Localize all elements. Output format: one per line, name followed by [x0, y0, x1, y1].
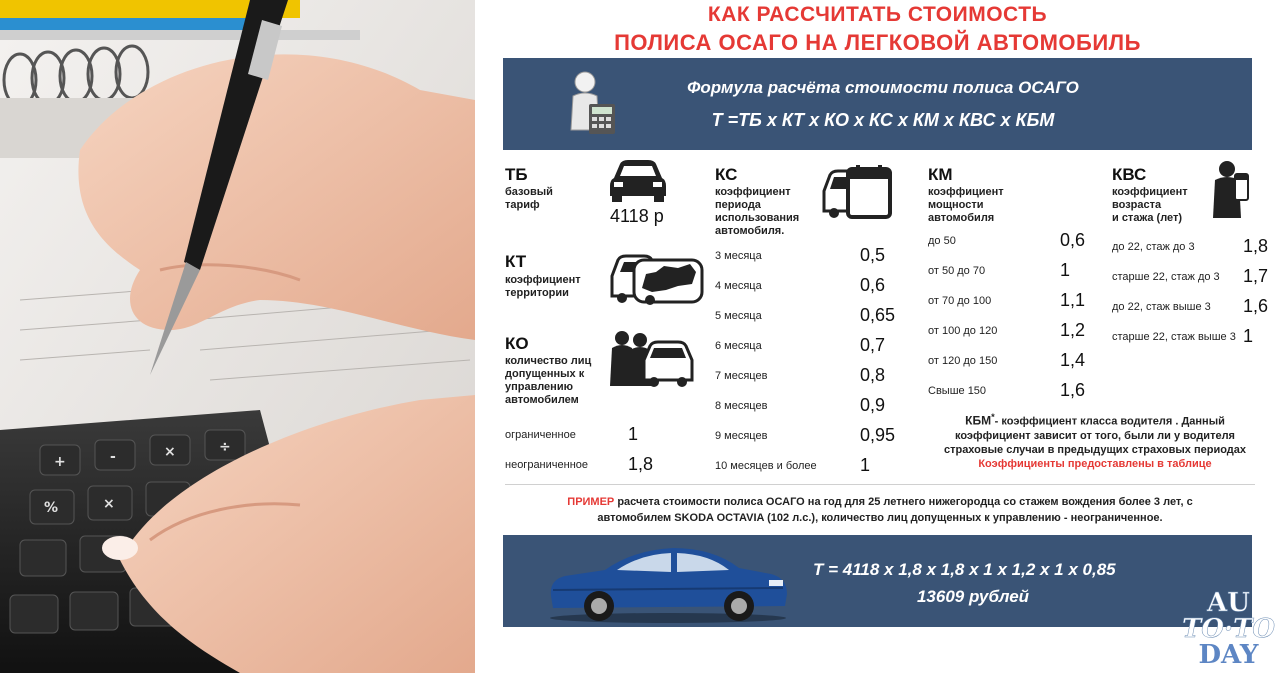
ks-row-value-0: 0,5	[860, 245, 886, 265]
example-line1-text: расчета стоимости полиса ОСАГО на год для 25 летнего нижегородца со стажем вождения более 3 лет, с	[614, 496, 1193, 508]
kt-desc-line2: территории	[505, 287, 569, 299]
kbm-note-line4: Коэффициенты предоставлены в таблице	[978, 457, 1212, 470]
ko-desc-line3: управлению	[505, 381, 573, 393]
kvs-row-label-1: старше 22, стаж до 3	[1112, 271, 1220, 283]
person-calendar-icon	[1213, 160, 1249, 220]
kbm-star: *	[991, 412, 995, 422]
ks-row-label-5: 8 месяцев	[715, 400, 768, 412]
formula-expression: Т =ТБ х КТ х КО х КС х КМ х КВС х КБМ	[711, 110, 1055, 130]
km-row-value-4: 1,4	[1060, 350, 1086, 370]
ks-row-value-3: 0,7	[860, 335, 886, 355]
km-row-value-2: 1,1	[1060, 290, 1086, 310]
ks-desc-line1: коэффициент	[715, 186, 791, 198]
kvs-row-value-1: 1,7	[1243, 266, 1269, 286]
ks-row-label-6: 9 месяцев	[715, 430, 768, 442]
kbm-note	[915, 410, 1275, 471]
ko-desc-line1: количество лиц	[505, 355, 592, 367]
km-row-value-1: 1	[1060, 260, 1071, 280]
car-map-icon	[608, 250, 704, 306]
km-abbr: КМ	[928, 165, 953, 184]
formula-band	[503, 58, 1252, 150]
km-desc	[928, 186, 1004, 225]
km-row-value-0: 0,6	[1060, 230, 1086, 250]
kvs-row-value-2: 1,6	[1243, 296, 1269, 316]
ks-abbr: КС	[715, 165, 738, 184]
kt-desc-line1: коэффициент	[505, 274, 581, 286]
formula-caption: Формула расчёта стоимости полиса ОСАГО	[687, 78, 1079, 97]
ko-row-value-1: 1,8	[628, 454, 654, 474]
autotoday-watermark	[1182, 590, 1275, 668]
watermark-line3: DAY	[1198, 640, 1259, 670]
svg-text:×: ×	[103, 496, 115, 512]
osago-infographic	[475, 0, 1280, 673]
ko-abbr: КО	[505, 334, 529, 353]
ko-row-label-1: неограниченное	[505, 459, 589, 471]
result-band	[503, 535, 1252, 627]
ks-row-label-2: 5 месяца	[715, 310, 762, 322]
example-line1	[505, 494, 1255, 510]
kvs-row-value-0: 1,8	[1243, 236, 1269, 256]
svg-text:÷: ÷	[219, 439, 231, 455]
kvs-row-value-3: 1	[1243, 326, 1254, 346]
result-sum: 13609 рублей	[916, 587, 1030, 606]
ks-row-label-1: 4 месяца	[715, 280, 762, 292]
tb-value: 4118 р	[610, 206, 664, 226]
km-row-label-1: от 50 до 70	[928, 265, 986, 277]
kbm-note-line2: коэффициент зависит от того, были ли у водителя	[955, 429, 1235, 442]
ks-row-value-7: 1	[860, 455, 871, 475]
photo-panel	[0, 0, 475, 673]
ks-row-value-4: 0,8	[860, 365, 886, 385]
title-line-2: ПОЛИСА ОСАГО НА ЛЕГКОВОЙ АВТОМОБИЛЬ	[614, 30, 1141, 55]
km-row-label-0: до 50	[928, 235, 956, 247]
people-car-icon	[610, 330, 694, 388]
km-row-label-2: от 70 до 100	[928, 295, 992, 307]
kt-abbr: КТ	[505, 252, 527, 271]
kt-desc	[505, 274, 581, 300]
kvs-row-label-0: до 22, стаж до 3	[1112, 241, 1195, 253]
kvs-abbr: КВС	[1112, 165, 1147, 184]
km-desc-line3: автомобиля	[928, 212, 995, 224]
km-desc-line2: мощности	[928, 199, 984, 211]
km-row-value-3: 1,2	[1060, 320, 1086, 340]
tb-abbr: ТБ	[505, 165, 528, 184]
kvs-desc-line3: и стажа (лет)	[1112, 212, 1183, 224]
svg-text:×: ×	[164, 444, 176, 460]
km-row-label-5: Свыше 150	[928, 385, 987, 397]
result-formula: Т = 4118 х 1,8 х 1,8 х 1 х 1,2 х 1 х 0,85	[813, 560, 1116, 579]
title-line-1: КАК РАССЧИТАТЬ СТОИМОСТЬ	[707, 3, 1048, 26]
kvs-row-label-2: до 22, стаж выше 3	[1112, 301, 1211, 313]
km-row-label-4: от 120 до 150	[928, 355, 998, 367]
car-calendar-icon	[820, 163, 894, 221]
km-desc-line1: коэффициент	[928, 186, 1004, 198]
ks-desc-line4: автомобиля.	[715, 225, 785, 237]
ks-row-label-3: 6 месяца	[715, 340, 762, 352]
ko-row-label-0: ограниченное	[505, 429, 576, 441]
kvs-desc-line2: возраста	[1112, 199, 1162, 211]
watermark-line1: AU	[1207, 588, 1250, 618]
example-label: ПРИМЕР	[567, 496, 615, 508]
kbm-note-line3: страховые случаи в предыдущих страховых периодах	[943, 443, 1247, 456]
ko-row-value-0: 1	[628, 424, 639, 444]
ks-desc-line3: использования	[715, 212, 800, 224]
kvs-row-label-3: старше 22, стаж выше 3	[1112, 331, 1236, 343]
ko-desc-line2: допущенных к	[505, 368, 585, 380]
ks-desc-line2: периода	[715, 199, 761, 211]
kbm-abbr: КБМ	[965, 413, 992, 428]
watermark-line2: TO·TO	[1181, 614, 1275, 644]
tb-desc-line1: базовый	[505, 186, 553, 198]
svg-text:%: %	[44, 500, 59, 516]
example-line2: автомобилем SKODA OCTAVIA (102 л.с.), количество лиц допущенных к управлению - неограниченное.	[597, 512, 1163, 524]
kvs-desc-line1: коэффициент	[1112, 186, 1188, 198]
svg-text:-: -	[110, 449, 116, 465]
ks-row-label-4: 7 месяцев	[715, 370, 768, 382]
ks-row-label-0: 3 месяца	[715, 250, 762, 262]
ko-desc-line4: автомобилем	[505, 394, 579, 406]
ks-row-value-6: 0,95	[860, 425, 896, 445]
ks-row-value-1: 0,6	[860, 275, 886, 295]
example-text	[505, 494, 1255, 526]
car-front-icon	[608, 158, 668, 202]
kvs-desc	[1112, 186, 1188, 225]
km-row-value-5: 1,6	[1060, 380, 1086, 400]
ko-desc	[505, 355, 591, 407]
tb-desc	[505, 186, 553, 212]
blue-sedan-icon	[543, 540, 793, 624]
km-row-label-3: от 100 до 120	[928, 325, 998, 337]
tb-desc-line2: тариф	[505, 199, 540, 211]
hand-writing-calculator-photo	[0, 0, 475, 673]
svg-text:+: +	[54, 454, 66, 470]
ks-row-label-7: 10 месяцев и более	[715, 460, 817, 472]
ks-row-value-2: 0,65	[860, 305, 896, 325]
kbm-note-line1	[915, 410, 1275, 429]
ks-row-value-5: 0,9	[860, 395, 886, 415]
divider	[505, 484, 1255, 485]
ks-desc	[715, 186, 799, 238]
kbm-line1-text: - коэффициент класса водителя . Данный	[994, 415, 1225, 428]
